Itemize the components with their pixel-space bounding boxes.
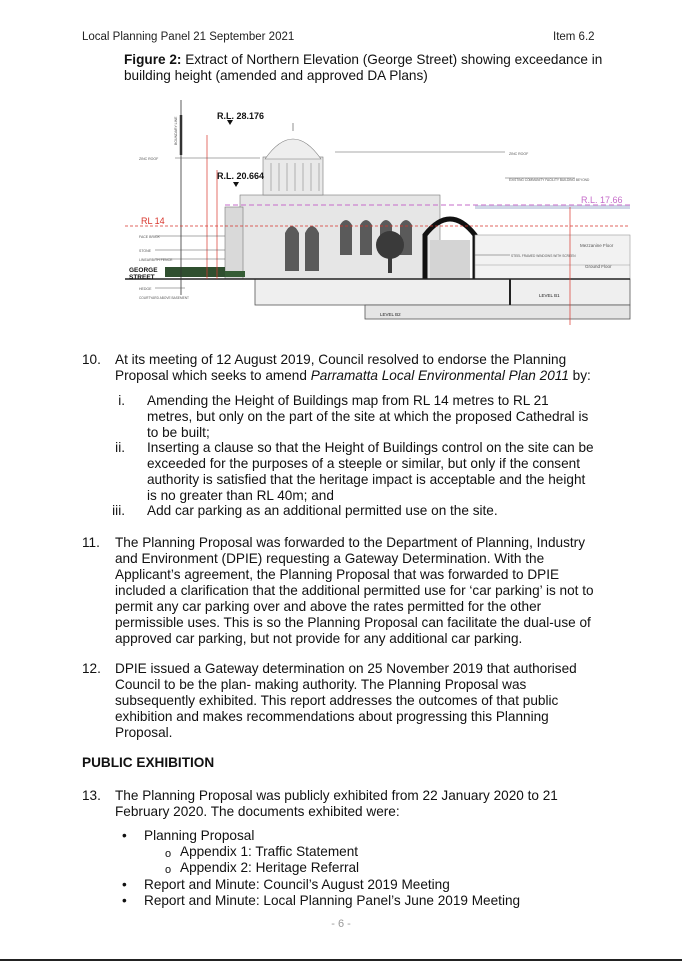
para-12-line-3: subsequently exhibited. This report addresses the outcomes of that public: [115, 693, 559, 708]
rl-14-label: RL 14: [141, 216, 165, 226]
rl-mid-label: R.L. 20.664: [217, 171, 265, 181]
bullet-report-panel: Report and Minute: Local Planning Panel’s June 2019 Meeting: [144, 893, 521, 908]
para-13-line-1: The Planning Proposal was publicly exhibited from 22 January 2020 to 21: [115, 788, 558, 803]
roman-ii-line-1: Inserting a clause so that the Height of Buildings control on the site can be: [147, 440, 594, 455]
zinc-roof-right-label: ZINC ROOF: [509, 152, 529, 156]
para-10-number: 10.: [82, 352, 101, 367]
para-12-line-2: Council to be the plan- making authority. The Planning Proposal was: [115, 677, 527, 692]
roman-ii: ii.: [115, 440, 125, 455]
para-13-number: 13.: [82, 788, 101, 803]
roman-iii: iii.: [112, 503, 125, 518]
para-12-line-5: Proposal.: [115, 725, 173, 740]
steel-frame-label: STEEL FRAMED WINDOWS WITH SCREEN: [511, 254, 576, 258]
face-brick-label: FACE BRICK: [139, 235, 160, 239]
para-13-line-2: February 2020. The documents exhibited were:: [115, 804, 400, 819]
para-11-line-4: included a clarification that the additional permitted use for ‘car parking’ is not to: [115, 583, 594, 598]
roman-ii-line-4: is no greater than RL 40m; and: [147, 488, 334, 503]
roman-i-line-2: metres, but only on the part of the site at which the proposed Cathedral is: [147, 409, 589, 424]
para-11-line-1: The Planning Proposal was forwarded to the Department of Planning, Industry: [115, 535, 586, 550]
courtyard-label: COURTYARD ABOVE BASEMENT: [139, 296, 190, 300]
boundary-line-label: BOUNDARY LINE: [174, 116, 178, 145]
para-10-line-2: [115, 368, 601, 384]
roman-iii-line-1: Add car parking as an additional permitted use on the site.: [147, 503, 498, 518]
bullet-icon: •: [122, 828, 127, 843]
para-12-number: 12.: [82, 661, 101, 676]
sub-bullet-appendix-2: Appendix 2: Heritage Referral: [180, 860, 360, 875]
para-11-number: 11.: [82, 535, 100, 550]
bullet-planning-proposal: Planning Proposal: [144, 828, 255, 843]
para-10-line-2-prefix: Proposal which seeks to amend: [115, 368, 311, 383]
para-12-line-1: DPIE issued a Gateway determination on 25 November 2019 that authorised: [115, 661, 577, 676]
bullet-report-council: Report and Minute: Council’s August 2019 Meeting: [144, 877, 450, 892]
header-item: Item 6.2: [553, 31, 595, 43]
roman-ii-line-3: authority is satisfied that the heritage impact is acceptable and the height: [147, 472, 586, 487]
street-label: STREET: [129, 274, 155, 281]
figure-caption-text: Extract of Northern Elevation (George Street) showing exceedance in building height (amended and approved DA Plans): [124, 52, 603, 83]
fence-label: LINEARBITH FENCE: [139, 258, 173, 262]
sub-bullet-icon: o: [165, 864, 172, 876]
sub-bullet-appendix-1: Appendix 1: Traffic Statement: [180, 844, 359, 859]
bullet-icon: •: [122, 893, 127, 908]
roman-i-line-3: to be built;: [147, 425, 210, 440]
page-number: - 6 -: [331, 918, 351, 930]
roman-i: i.: [118, 393, 125, 408]
george-label: GEORGE: [129, 267, 158, 274]
lep-title: Parramatta Local Environmental Plan 2011: [310, 368, 569, 383]
rl-right-label: R.L. 17.66: [581, 195, 623, 205]
hedge-label: HEDGE: [139, 287, 152, 291]
para-11-line-5: permit any car parking over and above the rates permitted for the other: [115, 599, 542, 614]
figure-label: Figure 2:: [124, 52, 182, 67]
mezzanine-label: Mezzanine Floor: [580, 243, 614, 248]
para-10-line-2-suffix: by:: [568, 368, 591, 383]
zinc-roof-left-label: ZINC ROOF: [139, 157, 159, 161]
elevation-drawing: [125, 95, 635, 325]
level-b1-label: LEVEL B1: [539, 293, 560, 298]
bullet-icon: •: [122, 877, 127, 892]
level-b2-label: LEVEL B2: [380, 312, 401, 317]
figure-caption: [124, 52, 604, 84]
para-10-line-1: At its meeting of 12 August 2019, Council resolved to endorse the Planning: [115, 352, 567, 367]
sub-bullet-icon: o: [165, 848, 172, 860]
rl-top-label: R.L. 28.176: [217, 111, 265, 121]
roman-ii-line-2: exceeded for the purposes of a steeple or similar, but only if the consent: [147, 456, 580, 471]
header-meeting: Local Planning Panel 21 September 2021: [82, 31, 295, 43]
ground-floor-label: Ground Floor: [585, 264, 612, 269]
existing-building-label: EXISTING COMMUNITY FACILITY BUILDING BEYOND: [509, 178, 590, 182]
stone-label: STONE: [139, 249, 151, 253]
bottom-rule: [0, 959, 682, 961]
section-heading-public-exhibition: PUBLIC EXHIBITION: [82, 755, 215, 770]
para-12-line-4: exhibition and makes recommendations about progressing this Planning: [115, 709, 549, 724]
para-11-line-3: Applicant’s agreement, the Planning Proposal that was forwarded to DPIE: [115, 567, 560, 582]
roman-i-line-1: Amending the Height of Buildings map from RL 14 metres to RL 21: [147, 393, 549, 408]
para-11-line-2: and Environment (DPIE) requesting a Gateway Determination. With the: [115, 551, 545, 566]
para-11-line-7: approved car parking, but not provide for any additional car parking.: [115, 631, 523, 646]
para-11-line-6: permissible uses. This is so the Planning Proposal can facilitate the dual-use of: [115, 615, 591, 630]
